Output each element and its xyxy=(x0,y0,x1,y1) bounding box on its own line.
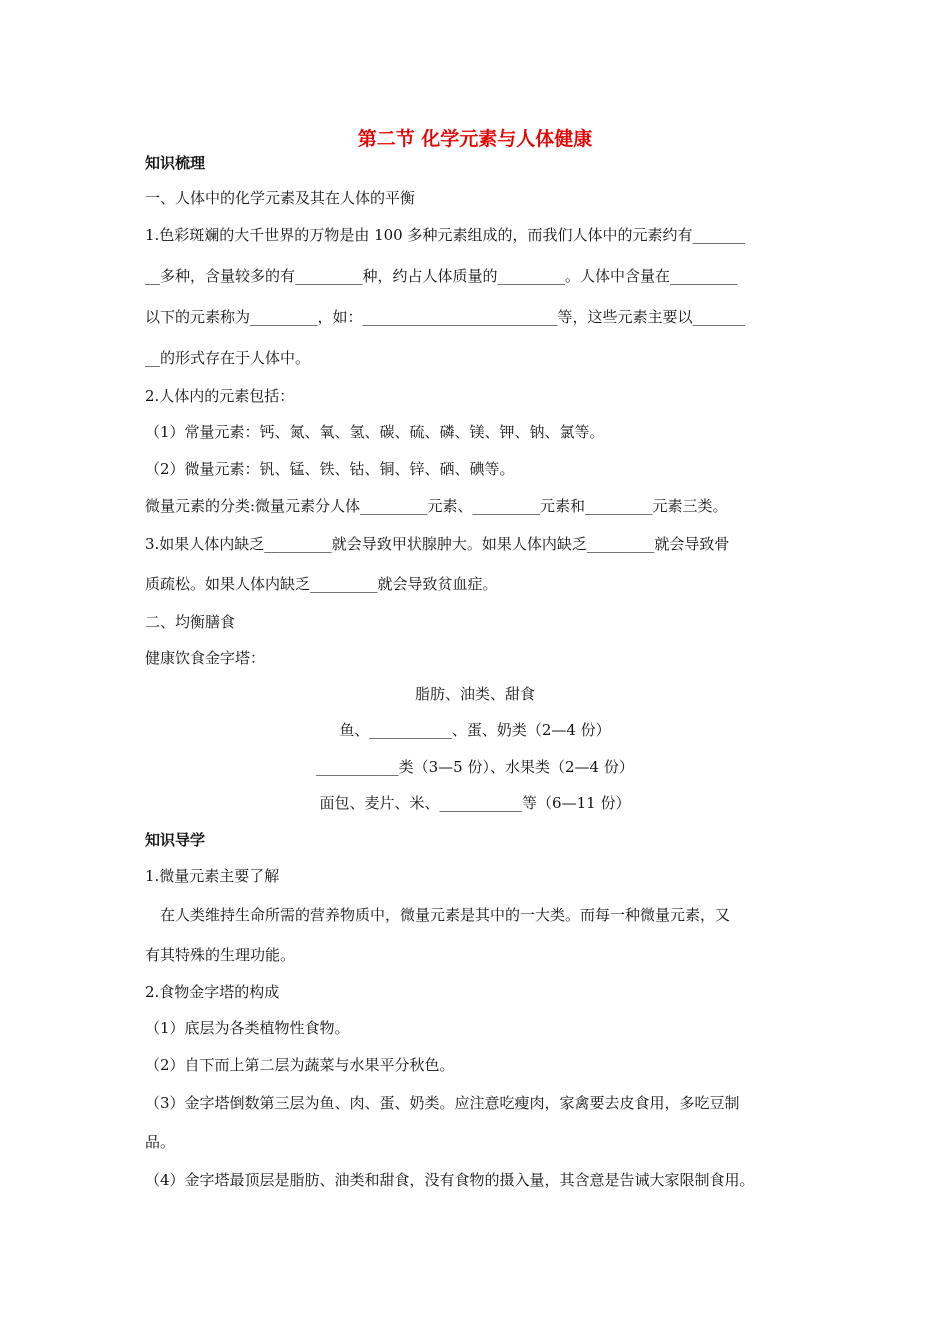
guide-item-2: 2.食物金字塔的构成 xyxy=(145,983,280,1001)
pyramid-note-2: （2）自下而上第二层为蔬菜与水果平分秋色。 xyxy=(145,1056,455,1074)
food-pyramid-label: 健康饮食金字塔： xyxy=(145,649,266,667)
pyramid-level-second: 鱼、___________、蛋、奶类（2—4 份） xyxy=(339,721,611,739)
guide-item-1-text-line-2: 有其特殊的生理功能。 xyxy=(145,946,296,964)
trace-elements-classification: 微量元素的分类:微量元素分人体_________元素、_________元素和_________元素三类。 xyxy=(145,497,728,515)
paragraph-1-line-2: __多种，含量较多的有_________种，约占人体质量的_________。人体中含量在_________ xyxy=(145,267,738,285)
paragraph-1-line-1: 1.色彩斑斓的大千世界的万物是由 100 多种元素组成的，而我们人体中的元素约有_______ xyxy=(145,226,745,244)
section-heading-study-guide: 知识导学 xyxy=(145,831,206,849)
paragraph-1-line-4: __的形式存在于人体中。 xyxy=(145,349,311,367)
section-heading-knowledge-review: 知识梳理 xyxy=(145,154,206,172)
pyramid-note-3-line-2: 品。 xyxy=(145,1133,176,1151)
macro-elements-line: （1）常量元素：钙、氮、氧、氢、碳、硫、磷、镁、钾、钠、氯等。 xyxy=(145,423,605,441)
paragraph-3-line-2: 质疏松。如果人体内缺乏_________就会导致贫血症。 xyxy=(145,575,498,593)
paragraph-3-line-1: 3.如果人体内缺乏_________就会导致甲状腺肿大。如果人体内缺乏_________就会导致骨 xyxy=(145,535,730,553)
pyramid-level-top: 脂肪、油类、甜食 xyxy=(414,685,535,703)
pyramid-level-bottom: 面包、麦片、米、___________等（6—11 份） xyxy=(319,794,631,812)
trace-elements-line: （2）微量元素：钒、锰、铁、钴、铜、锌、硒、碘等。 xyxy=(145,460,515,478)
subsection-heading-balanced-diet: 二、均衡膳食 xyxy=(145,613,236,631)
page-title: 第二节 化学元素与人体健康 xyxy=(357,128,593,150)
paragraph-2: 2.人体内的元素包括： xyxy=(145,387,295,405)
pyramid-level-third: ___________类（3—5 份）、水果类（2—4 份） xyxy=(316,758,634,776)
guide-item-1-text-line-1: 在人类维持生命所需的营养物质中，微量元素是其中的一大类。而每一种微量元素，又 xyxy=(160,906,731,924)
subsection-heading-elements: 一、人体中的化学元素及其在人体的平衡 xyxy=(145,189,416,207)
guide-item-1: 1.微量元素主要了解 xyxy=(145,867,280,885)
pyramid-note-1: （1）底层为各类植物性食物。 xyxy=(145,1019,350,1037)
pyramid-note-4: （4）金字塔最顶层是脂肪、油类和甜食，没有食物的摄入量，其含意是告诫大家限制食用。 xyxy=(145,1171,755,1189)
pyramid-note-3-line-1: （3）金字塔倒数第三层为鱼、肉、蛋、奶类。应注意吃瘦肉，家禽要去皮食用，多吃豆制 xyxy=(145,1094,740,1112)
paragraph-1-line-3: 以下的元素称为_________，如：__________________________等，这些元素主要以_______ xyxy=(145,308,746,326)
